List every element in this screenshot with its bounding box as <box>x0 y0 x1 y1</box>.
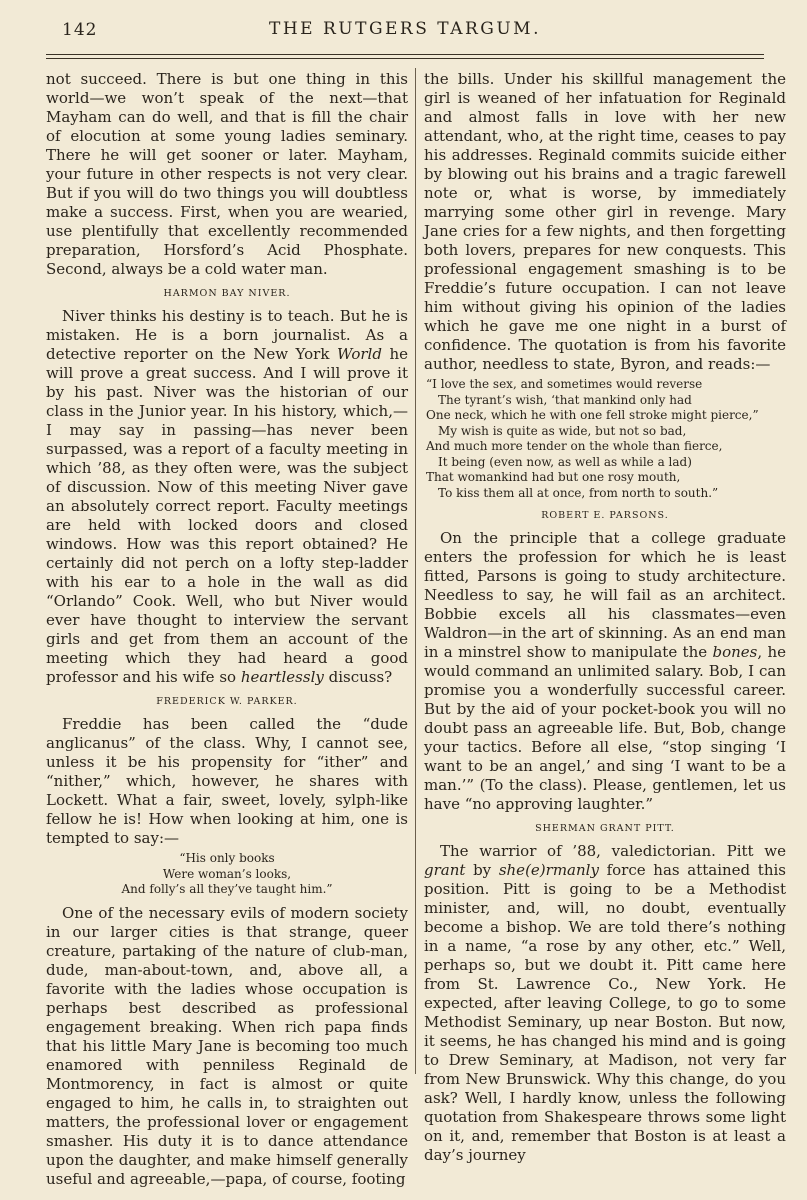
poem-line: And folly’s all they’ve taught him.” <box>121 882 333 896</box>
header-rule-thick <box>46 54 764 55</box>
text-segment: he will prove a great success. And I will prove it by his past. Niver was the historian of our class in the Junior year. In his history, which,—I may say in passing—has never been surpassed, was a report of a faculty meeting in which ’88, as they often were, was the subject of discussion. Now of this meeting Niver gave an absolutely correct report. Faculty meetings are held with locked doors and closed windows. How was this report obtained? He certainly did not perch on a lofty step-ladder with his ear to a hole in the wall as did “Orlando” Cook. Well, who but Niver would ever have thought to interview the servant girls and get from them an account of the meeting which they had heard a good professor and his wife so <box>46 345 409 686</box>
page-number: 142 <box>62 20 98 40</box>
poem-line: It being (even now, as well as while a lad) <box>438 454 692 469</box>
poem-line: The tyrant’s wish, ‘that mankind only had <box>438 392 692 407</box>
section-heading-parker: FREDERICK W. PARKER. <box>156 696 298 707</box>
paragraph-mayham-end: not succeed. There is but one thing in this world—we won’t speak of the next—that Mayham can do well, and that is fill the chair of elocution at some young ladies seminary. There he will get sooner or later. Mayham, your future in other respects is not very clear. But if you will do two things you will doubtless make a success. First, when you are wearied, use plentifully that excellently recommended preparation, Horsford’s Acid Phosphate. Second, always be a cold water man. <box>46 70 408 278</box>
text-segment: , he would command an unlimited salary. Bob, I can promise you a wonderfully successful career. But by the aid of your pocket-book you will no doubt pass an agreeable life. But, Bob, change your tactics. Before all else, “stop singing ‘I want to be an angel,’ and sing ‘I want to be a man.’” (To the class). Please, gentlemen, let us have “no approving laughter.” <box>424 643 786 813</box>
poem-line: Were woman’s looks, <box>162 866 292 881</box>
text-segment: Niver thinks his destiny is to teach. But he is mistaken. He is a born journalist. As a detective reporter on the New York <box>46 307 408 363</box>
paragraph-parker-cont: the bills. Under his skillful management the girl is weaned of her infatuation for Reginald and almost falls in love with her new attendant, who, at the right time, ceases to pay his addresses. Reginald commits suicide either by blowing out his brains and a tragic farewell note or, what is worse, by immediately marrying some other girl in revenge. Mary Jane cries for a few nights, and then forgetting both lovers, prepares for new conquests. This professional engagement smashing is to be Freddie’s future occupation. I can not leave him without giving his opinion of the ladies which he gave me one night in a burst of confidence. The quotation is from his favorite author, needless to state, Byron, and reads:— <box>424 70 786 373</box>
poem-byron <box>424 377 786 501</box>
section-heading-niver: HARMON BAY NIVER. <box>163 288 291 299</box>
page-header <box>46 18 764 44</box>
italic-shermanly: she(e)rmanly <box>498 861 599 879</box>
italic-grant: grant <box>424 861 466 879</box>
poem-parker <box>46 851 408 898</box>
paragraph-pitt <box>424 842 786 1165</box>
italic-heartlessly: heartlessly <box>240 668 324 686</box>
header-rule-thin <box>46 58 764 59</box>
poem-line: My wish is quite as wide, but not so bad, <box>438 423 687 438</box>
text-segment: force has attained this position. Pitt is going to be a Methodist minister, and, will, no doubt, eventually become a bishop. We are told there’s nothing in a name, “a rose by any other, etc.” Well, perhaps so, but we doubt it. Pitt came here from St. Lawrence Co., New York. He expected, after leaving College, to go to some Methodist Seminary, up near Boston. But now, it seems, he has changed his mind and is going to Drew Seminary, at Madison, not very far from New Brunswick. Why this change, do you ask? Well, I hardly know, unless the following quotation from Shakespeare throws some light on it, and, remember that Boston is at least a day’s journey <box>424 861 786 1164</box>
poem-line: “His only books <box>179 851 275 865</box>
poem-line: One neck, which he with one fell stroke might pierce,” <box>426 408 759 422</box>
column-divider <box>415 68 416 1074</box>
text-segment: On the principle that a college graduate enters the profession for which he is least fitted, Parsons is going to study architecture. Needless to say, he will fail as an architect. Bobbie excels all his classmates—even Waldron—in the art of skinning. As an end man in a minstrel show to manipulate the <box>424 529 786 661</box>
section-heading-parsons: ROBERT E. PARSONS. <box>541 510 669 521</box>
section-heading-pitt: SHERMAN GRANT PITT. <box>535 823 675 834</box>
italic-bones: bones <box>712 643 758 661</box>
poem-line: To kiss them all at once, from north to south.” <box>438 485 719 500</box>
text-segment: by <box>465 861 499 879</box>
left-column <box>46 70 408 1189</box>
italic-world: World <box>336 345 382 363</box>
paragraph-parsons <box>424 529 786 814</box>
poem-line: That womankind had but one rosy mouth, <box>426 470 681 484</box>
paragraph-parker-2: One of the necessary evils of modern society in our larger cities is that strange, queer creature, partaking of the nature of club-man, dude, man-about-town, and, above all, a favorite with the ladies whose occupation is perhaps best described as professional engagement breaking. When rich papa finds that his little Mary Jane is becoming too much enamored with penniless Reginald de Montmorency, in fact is almost or quite engaged to him, he calls in, to straighten out matters, the professional lover or engagement smasher. His duty it is to dance attendance upon the daughter, and make himself generally useful and agreeable,—papa, of course, footing <box>46 903 408 1188</box>
masthead-title: THE RUTGERS TARGUM. <box>269 19 541 39</box>
text-segment: The warrior of ’88, valedictorian. Pitt we <box>440 842 786 860</box>
poem-line: “I love the sex, and sometimes would reverse <box>426 377 703 391</box>
paragraph-niver <box>46 307 408 687</box>
text-segment: discuss? <box>323 668 393 686</box>
right-column <box>424 70 786 1165</box>
poem-line: And much more tender on the whole than fierce, <box>426 439 723 453</box>
paragraph-parker-1: Freddie has been called the “dude anglicanus” of the class. Why, I cannot see, unless it be his propensity for “ither” and “nither,” which, however, he shares with Lockett. What a fair, sweet, lovely, sylph-like fellow he is! How when looking at him, one is tempted to say:— <box>46 715 408 847</box>
